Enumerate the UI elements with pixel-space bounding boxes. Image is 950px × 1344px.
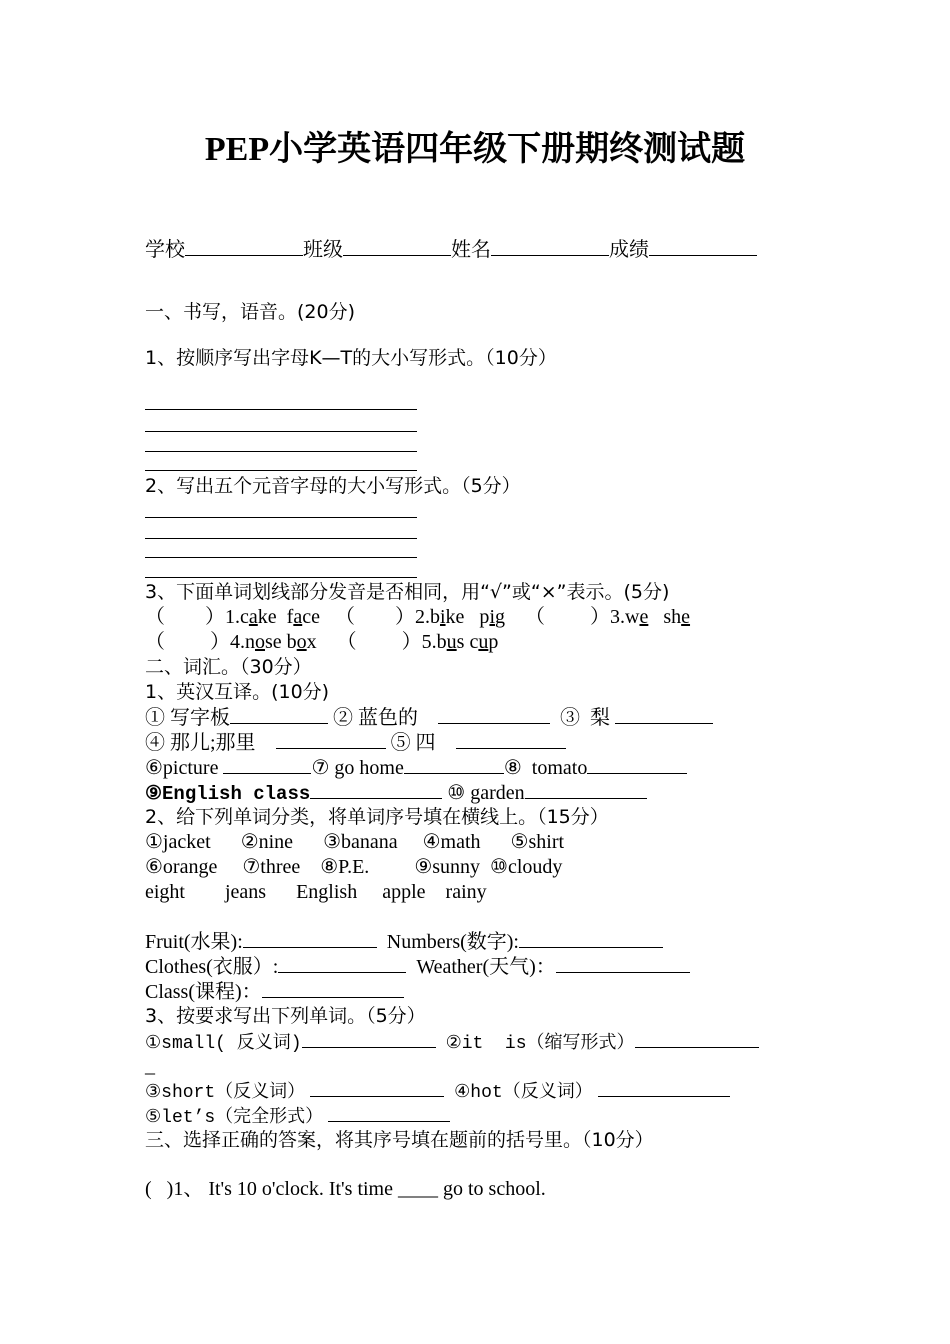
- student-info-line: [145, 236, 757, 264]
- section1-q1: 1、按顺序写出字母K—T的大小写形式。（10分）: [145, 347, 557, 369]
- writing-line[interactable]: [145, 431, 417, 432]
- word-bank-row-2: ⑥orange ⑦three ⑧P.E. ⑨sunny ⑩cloudy: [145, 856, 563, 878]
- section2-q2: 2、给下列单词分类，将单词序号填在横线上。（15分）: [145, 806, 609, 828]
- section2-q1: 1、英汉互译。(10分): [145, 681, 330, 703]
- writing-line[interactable]: [145, 557, 417, 558]
- word-forms-row-1: ①small( 反义词) ②it is（缩写形式）: [145, 1029, 759, 1056]
- score-blank[interactable]: [649, 237, 757, 256]
- class-label: 班级: [303, 239, 343, 261]
- word-bank-row-3: eight jeans English apple rainy: [145, 881, 487, 903]
- section1-q3: 3、下面单词划线部分发音是否相同，用“√”或“×”表示。(5分): [145, 581, 670, 603]
- phonics-row-2: （ ）4.nose box （ ）5.bus cup: [145, 631, 499, 653]
- translate-row-4: ⑨English class ⑩ garden: [145, 780, 647, 806]
- page-title: PEP小学英语四年级下册期终测试题: [204, 131, 746, 168]
- school-label: 学校: [145, 239, 185, 261]
- school-blank[interactable]: [185, 237, 303, 256]
- category-row-3: Class(课程)：: [145, 979, 404, 1004]
- section2-q3: 3、按要求写出下列单词。（5分）: [145, 1005, 426, 1027]
- score-label: 成绩: [609, 239, 649, 261]
- section1-heading: 一、书写，语音。(20分): [145, 301, 356, 323]
- writing-line[interactable]: [145, 538, 417, 539]
- word-bank-row-1: ①jacket ②nine ③banana ④math ⑤shirt: [145, 831, 565, 853]
- word-forms-tail: _: [145, 1055, 155, 1077]
- name-blank[interactable]: [491, 237, 609, 256]
- writing-line[interactable]: [145, 470, 417, 471]
- category-row-1: Fruit(水果): Numbers(数字):: [145, 929, 663, 954]
- translate-row-1: ① 写字板 ② 蓝色的 ③ 梨: [145, 705, 713, 730]
- writing-line[interactable]: [145, 451, 417, 452]
- section3-heading: 三、选择正确的答案，将其序号填在题前的括号里。（10分）: [145, 1129, 654, 1151]
- word-forms-row-2: ③short（反义词） ④hot（反义词）: [145, 1078, 730, 1105]
- writing-line[interactable]: [145, 577, 417, 578]
- section3-q1: ( )1、 It's 10 o'clock. It's time ____ go to school.: [145, 1178, 546, 1200]
- class-blank[interactable]: [343, 237, 451, 256]
- word-forms-row-3: ⑤let’s（完全形式）: [145, 1103, 450, 1130]
- phonics-row-1: （ ）1.cake face （ ）2.bike pig （ ）3.we she: [145, 606, 691, 628]
- writing-line[interactable]: [145, 409, 417, 410]
- translate-row-3: ⑥picture ⑦ go home ⑧ tomato: [145, 755, 687, 780]
- name-label: 姓名: [451, 239, 491, 261]
- section1-q2: 2、写出五个元音字母的大小写形式。（5分）: [145, 475, 521, 497]
- translate-row-2: ④ 那儿;那里 ⑤ 四: [145, 730, 566, 755]
- category-row-2: Clothes(衣服）: Weather(天气)：: [145, 954, 690, 979]
- writing-line[interactable]: [145, 517, 417, 518]
- section2-heading: 二、词汇。（30分）: [145, 656, 312, 678]
